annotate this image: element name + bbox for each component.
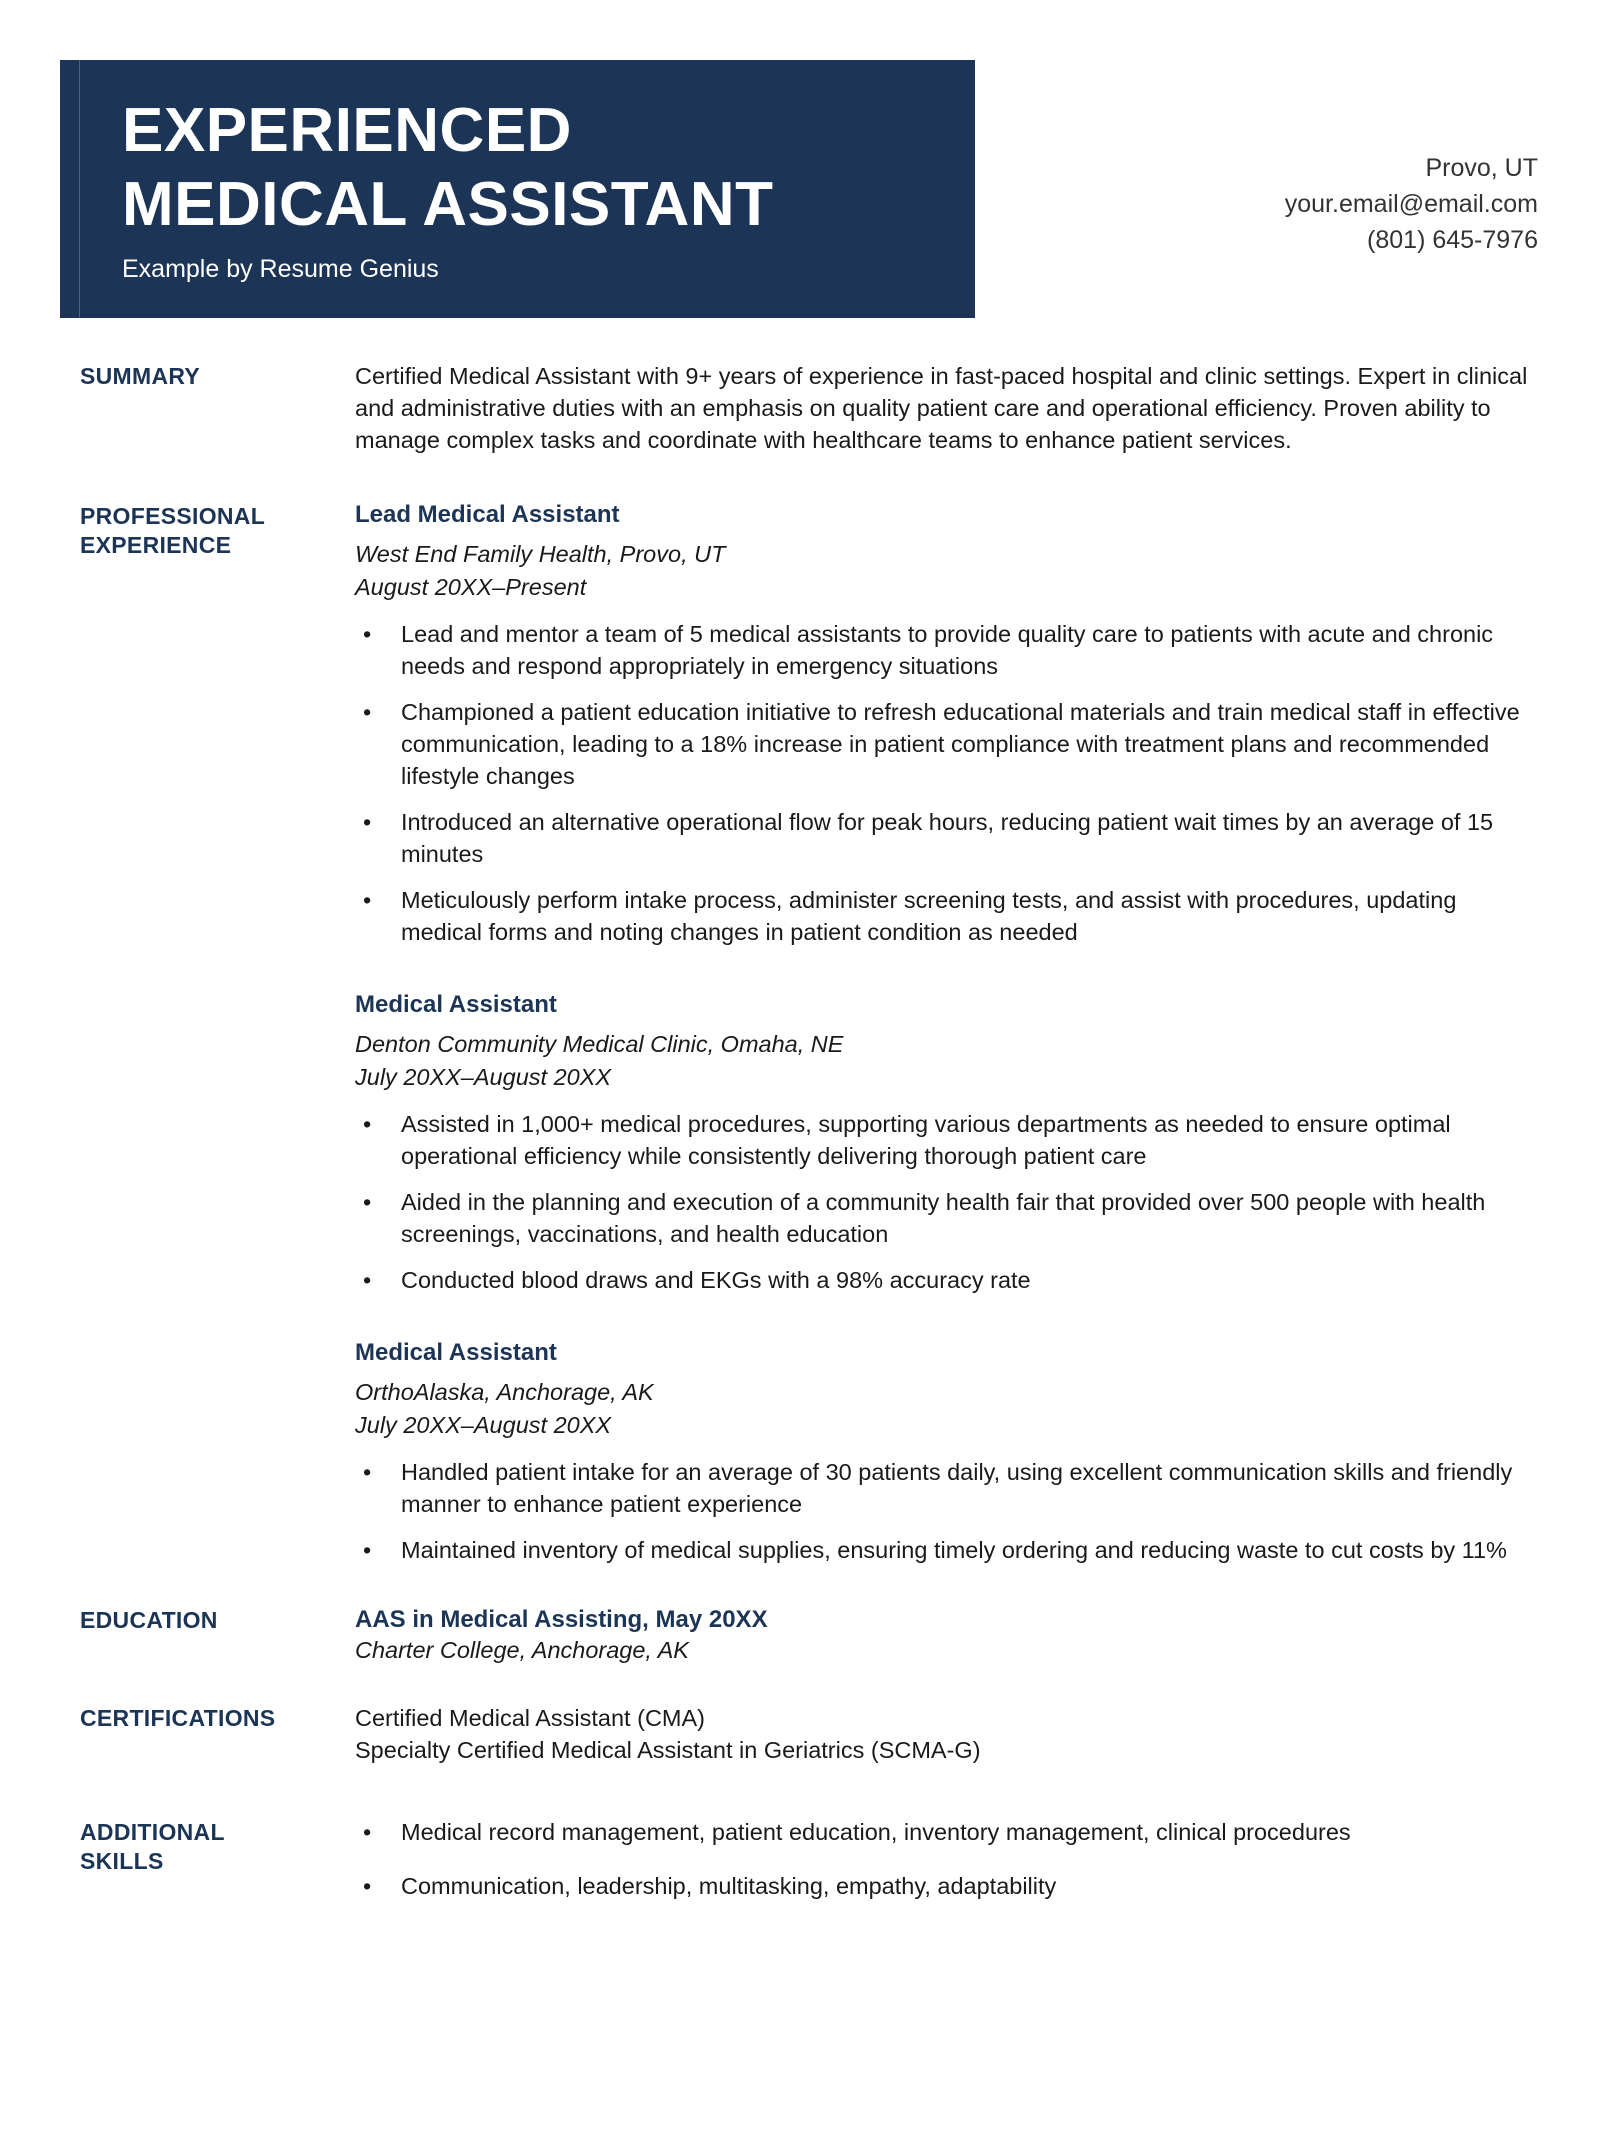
summary-text: Certified Medical Assistant with 9+ years of experience in fast-paced hospital and clinic settings. Expert in clinical and administrative duties with an emphasis on quality patient care and operational efficiency. Proven ability to manage complex tasks and coordinate with healthcare teams to enhance patient services.: [355, 363, 1528, 453]
job-bullet: [355, 884, 1538, 948]
resume-page: [0, 60, 1600, 2131]
bullet-icon: •: [363, 1537, 372, 1563]
section-education: [80, 1604, 1538, 1666]
job-bullet: [355, 1456, 1538, 1520]
contact-block: [1285, 150, 1538, 258]
section-label-skills-line-2: SKILLS: [80, 1848, 164, 1874]
skill-item: [355, 1870, 1538, 1902]
name-line-1: EXPERIENCED: [122, 96, 572, 165]
resume-content: [0, 360, 1600, 1902]
spacer-after-summary: [80, 456, 1538, 500]
bullet-icon: •: [363, 621, 372, 647]
job-bullet: [355, 696, 1538, 792]
section-experience: [80, 500, 1538, 1566]
spacer-after-experience: [80, 1566, 1538, 1604]
section-label-additional-skills: [80, 1816, 355, 1876]
job-dates: July 20XX–August 20XX: [355, 1412, 612, 1438]
education-body: [355, 1604, 1538, 1666]
job-bullet: [355, 1108, 1538, 1172]
job-entry: [355, 500, 1538, 948]
bullet-icon: •: [363, 1819, 372, 1845]
job-bullet-text: Championed a patient education initiative to refresh educational materials and train medical staff in effective communication, leading to a 18% increase in patient compliance with treatment plans and recommended lifestyle changes: [401, 699, 1520, 789]
job-bullet-list: [355, 1108, 1538, 1296]
job-title: Lead Medical Assistant: [355, 501, 620, 528]
header-name-block: [122, 94, 952, 284]
contact-email[interactable]: your.email@email.com: [1284, 190, 1538, 218]
job-employer: Denton Community Medical Clinic, Omaha, NE: [355, 1031, 844, 1057]
job-bullet-text: Maintained inventory of medical supplies, ensuring timely ordering and reducing waste to cut costs by 11%: [401, 1537, 1507, 1563]
experience-body: [355, 500, 1538, 1566]
spacer-after-certifications: [80, 1766, 1538, 1816]
job-bullet-text: Conducted blood draws and EKGs with a 98% accuracy rate: [401, 1267, 1031, 1293]
job-bullet: [355, 1186, 1538, 1250]
section-label-education: EDUCATION: [80, 1607, 218, 1633]
spacer-after-education: [80, 1666, 1538, 1702]
section-label-skills-line-1: ADDITIONAL: [80, 1819, 225, 1845]
section-label-experience-line-2: EXPERIENCE: [80, 532, 232, 558]
job-bullet-text: Aided in the planning and execution of a community health fair that provided over 500 people with health screenings, vaccinations, and health education: [401, 1189, 1486, 1247]
header-tagline: Example by Resume Genius: [122, 255, 439, 283]
job-bullet: [355, 1264, 1538, 1296]
bullet-icon: •: [363, 1873, 372, 1899]
section-label-experience: [80, 500, 355, 560]
skill-item: [355, 1816, 1538, 1848]
job-bullet: [355, 1534, 1538, 1566]
job-title: Medical Assistant: [355, 1339, 557, 1366]
bullet-icon: •: [363, 887, 372, 913]
section-certifications: [80, 1702, 1538, 1766]
bullet-icon: •: [363, 809, 372, 835]
job-bullet: [355, 618, 1538, 682]
job-dates: July 20XX–August 20XX: [355, 1064, 612, 1090]
bullet-icon: •: [363, 1111, 372, 1137]
section-label-summary: SUMMARY: [80, 363, 201, 389]
skills-list: [355, 1816, 1538, 1902]
certifications-body: [355, 1702, 1538, 1766]
job-employer: West End Family Health, Provo, UT: [355, 541, 726, 567]
skill-item-text: Medical record management, patient education, inventory management, clinical procedures: [401, 1819, 1351, 1845]
additional-skills-body: [355, 1816, 1538, 1902]
contact-location: Provo, UT: [1425, 154, 1538, 182]
job-bullet-text: Handled patient intake for an average of 30 patients daily, using excellent communication skills and friendly manner to enhance patient experience: [401, 1459, 1513, 1517]
job-entry: [355, 990, 1538, 1296]
resume-header: [0, 60, 1600, 318]
education-degree: AAS in Medical Assisting, May 20XX: [355, 1606, 768, 1633]
job-bullet-list: [355, 1456, 1538, 1566]
section-label-certifications: CERTIFICATIONS: [80, 1705, 276, 1731]
certification-item: Certified Medical Assistant (CMA): [355, 1705, 705, 1731]
name-line-2: MEDICAL ASSISTANT: [122, 170, 774, 239]
job-bullet: [355, 806, 1538, 870]
job-bullet-text: Meticulously perform intake process, administer screening tests, and assist with procedures, updating medical forms and noting changes in patient condition as needed: [401, 887, 1457, 945]
section-summary: [80, 360, 1538, 456]
section-additional-skills: [80, 1816, 1538, 1902]
job-bullet-text: Assisted in 1,000+ medical procedures, supporting various departments as needed to ensure optimal operational efficiency while consistently delivering thorough patient care: [401, 1111, 1451, 1169]
bullet-icon: •: [363, 699, 372, 725]
job-dates: August 20XX–Present: [355, 574, 587, 600]
job-bullet-text: Lead and mentor a team of 5 medical assistants to provide quality care to patients with acute and chronic needs and respond appropriately in emergency situations: [401, 621, 1494, 679]
job-title: Medical Assistant: [355, 991, 557, 1018]
job-entry: [355, 1338, 1538, 1566]
job-employer: OrthoAlaska, Anchorage, AK: [355, 1379, 654, 1405]
bullet-icon: •: [363, 1267, 372, 1293]
bullet-icon: •: [363, 1189, 372, 1215]
job-bullet-list: [355, 618, 1538, 948]
section-label-experience-line-1: PROFESSIONAL: [80, 503, 266, 529]
job-bullet-text: Introduced an alternative operational flow for peak hours, reducing patient wait times by an average of 15 minutes: [401, 809, 1494, 867]
skill-item-text: Communication, leadership, multitasking, empathy, adaptability: [401, 1873, 1057, 1899]
bullet-icon: •: [363, 1459, 372, 1485]
contact-phone[interactable]: (801) 645-7976: [1367, 226, 1538, 254]
certification-item: Specialty Certified Medical Assistant in Geriatrics (SCMA-G): [355, 1737, 981, 1763]
summary-body: [355, 360, 1538, 456]
education-school: Charter College, Anchorage, AK: [355, 1637, 689, 1663]
